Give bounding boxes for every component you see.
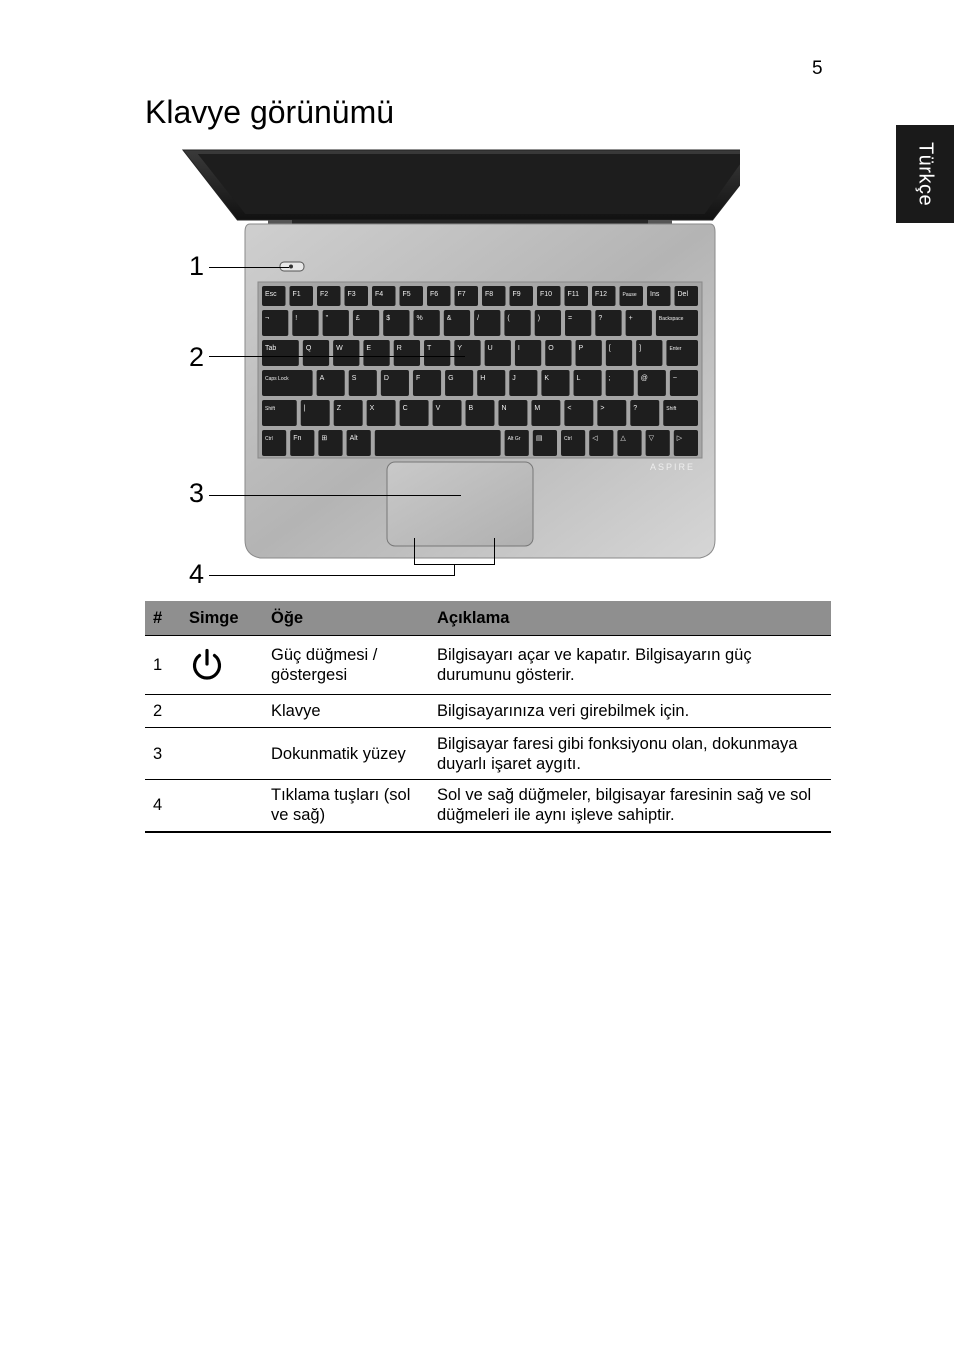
keyboard-key bbox=[292, 310, 318, 336]
keyboard-key-label: > bbox=[600, 405, 605, 412]
keyboard-key bbox=[535, 310, 561, 336]
keyboard-key-label: F2 bbox=[320, 291, 329, 298]
keyboard-key-label: ; bbox=[608, 375, 611, 382]
keyboard-key bbox=[433, 400, 462, 426]
row-description: Sol ve sağ düğmeler, bilgisayar faresinin sağ ve sol düğmeleri ile aynı işleve sahiptir. bbox=[429, 780, 831, 832]
keyboard-key-label: O bbox=[548, 345, 554, 352]
keyboard-key-label: Ins bbox=[650, 291, 660, 298]
keyboard-key bbox=[545, 340, 571, 366]
keyboard-key-label: H bbox=[480, 375, 486, 382]
keyboard-key bbox=[303, 340, 329, 366]
keyboard-key bbox=[262, 430, 286, 456]
row-description: Bilgisayarı açar ve kapatır. Bilgisayarın güç durumunu gösterir. bbox=[429, 636, 831, 695]
keyboard-key bbox=[383, 310, 409, 336]
keyboard-key bbox=[498, 400, 527, 426]
power-icon bbox=[189, 647, 225, 683]
keyboard-key-label: Alt bbox=[349, 435, 358, 442]
keyboard-key-label: F5 bbox=[402, 291, 411, 298]
row-number: 4 bbox=[145, 780, 181, 832]
keyboard-key-label: F8 bbox=[485, 291, 494, 298]
row-icon bbox=[181, 695, 263, 728]
keyboard-key-label: ! bbox=[295, 315, 298, 322]
keyboard-key bbox=[347, 430, 371, 456]
keyboard-key bbox=[597, 400, 626, 426]
keyboard-key-label: C bbox=[402, 405, 408, 412]
keyboard-key-label: P bbox=[578, 345, 584, 352]
keyboard-key-label: | bbox=[303, 405, 306, 412]
keyboard-key-label: B bbox=[468, 405, 474, 412]
keyboard-key-label: ¬ bbox=[265, 315, 270, 322]
row-item: Tıklama tuşları (sol ve sağ) bbox=[263, 780, 429, 832]
keyboard-key bbox=[656, 310, 698, 336]
callout-4: 4 bbox=[189, 559, 205, 589]
laptop-illustration bbox=[180, 140, 740, 590]
keyboard-key-label: Tab bbox=[265, 345, 277, 352]
keyboard-key-label: M bbox=[534, 405, 541, 412]
keyboard-key-label: ) bbox=[537, 315, 541, 322]
keyboard-key-label: Q bbox=[305, 345, 312, 352]
keyboard-key bbox=[589, 430, 613, 456]
keyboard-key bbox=[353, 310, 379, 336]
page-number: 5 bbox=[812, 58, 823, 79]
keyboard-key-label: D bbox=[383, 375, 389, 382]
keyboard-key bbox=[606, 340, 632, 366]
components-table bbox=[145, 601, 831, 833]
row-icon bbox=[181, 636, 263, 695]
keyboard-key-label: ? bbox=[633, 405, 638, 412]
keyboard-key-label: F9 bbox=[512, 291, 521, 298]
keyboard-key bbox=[363, 340, 389, 366]
keyboard-key bbox=[262, 370, 313, 396]
keyboard-key-label: < bbox=[567, 405, 572, 412]
keyboard-key bbox=[646, 430, 670, 456]
keyboard-key-label: % bbox=[416, 315, 423, 322]
keyboard-key bbox=[424, 340, 450, 366]
table-header-row bbox=[145, 601, 831, 636]
keyboard-key-label: ~ bbox=[672, 375, 677, 382]
keyboard-key-label: F12 bbox=[595, 291, 608, 298]
keyboard-key bbox=[636, 340, 662, 366]
keyboard-key bbox=[561, 430, 585, 456]
keyboard-key bbox=[375, 430, 501, 456]
keyboard-key-label: / bbox=[477, 315, 480, 322]
keyboard-key-label: △ bbox=[620, 435, 626, 442]
keyboard-key-label: Fn bbox=[293, 435, 302, 442]
keyboard-key-label: J bbox=[512, 375, 516, 382]
table-row bbox=[145, 695, 831, 728]
keyboard-key bbox=[531, 400, 560, 426]
row-description: Bilgisayarınıza veri girebilmek için. bbox=[429, 695, 831, 728]
keyboard-key bbox=[394, 340, 420, 366]
table-row bbox=[145, 728, 831, 780]
table-row bbox=[145, 780, 831, 832]
keyboard-key-label: + bbox=[628, 315, 633, 322]
keyboard-key-label: Caps Lock bbox=[265, 376, 289, 382]
keyboard-key-label: Pause bbox=[622, 292, 637, 298]
keyboard-key bbox=[400, 400, 429, 426]
keyboard-key-label: Ctrl bbox=[265, 436, 273, 442]
keyboard-key bbox=[381, 370, 409, 396]
keyboard-key bbox=[334, 400, 363, 426]
keyboard-key bbox=[477, 370, 505, 396]
keyboard-key-label: Esc bbox=[265, 291, 277, 298]
callout-1: 1 bbox=[189, 251, 205, 281]
row-icon bbox=[181, 780, 263, 832]
row-item: Klavye bbox=[263, 695, 429, 728]
keyboard-key-label: S bbox=[351, 375, 357, 382]
header-number: # bbox=[145, 601, 181, 636]
keyboard-key bbox=[414, 310, 440, 336]
callout-2: 2 bbox=[189, 342, 205, 372]
keyboard-key-label: " bbox=[325, 315, 329, 322]
keyboard-key bbox=[323, 310, 349, 336]
row-number: 1 bbox=[145, 636, 181, 695]
keyboard-key-label: Shift bbox=[666, 406, 677, 412]
keyboard-key-label: Alt Gr bbox=[507, 436, 521, 442]
keyboard-key bbox=[606, 370, 634, 396]
header-item: Öğe bbox=[263, 601, 429, 636]
row-number: 3 bbox=[145, 728, 181, 780]
keyboard-key-label: N bbox=[501, 405, 507, 412]
keyboard-key-label: ▽ bbox=[648, 435, 654, 442]
keyboard-key-label: L bbox=[576, 375, 581, 382]
table-row bbox=[145, 636, 831, 695]
keyboard-key bbox=[533, 430, 557, 456]
keyboard-key bbox=[290, 430, 314, 456]
laptop-figure bbox=[180, 140, 740, 590]
keyboard-key bbox=[666, 340, 698, 366]
keyboard-key-label: T bbox=[427, 345, 432, 352]
keyboard-key bbox=[670, 370, 698, 396]
keyboard-key bbox=[466, 400, 495, 426]
brand-logo: ASPIRE bbox=[650, 462, 696, 472]
keyboard-key bbox=[565, 310, 591, 336]
keyboard-key bbox=[485, 340, 511, 366]
keyboard-key bbox=[445, 370, 473, 396]
keyboard-key-label: U bbox=[487, 345, 493, 352]
keyboard-key-label: X bbox=[369, 405, 375, 412]
keyboard-key bbox=[617, 430, 641, 456]
keyboard-key bbox=[626, 310, 652, 336]
keyboard-key-label: ? bbox=[598, 315, 603, 322]
keyboard-key bbox=[301, 400, 330, 426]
keyboard-key-label: ( bbox=[507, 315, 510, 322]
keyboard-key bbox=[349, 370, 377, 396]
keyboard-key bbox=[638, 370, 666, 396]
keyboard-key bbox=[504, 310, 530, 336]
keyboard-key-label: F10 bbox=[540, 291, 553, 298]
keyboard-key bbox=[367, 400, 396, 426]
row-item: Güç düğmesi / göstergesi bbox=[263, 636, 429, 695]
language-tab-label: Türkçe bbox=[914, 141, 937, 207]
keyboard-key bbox=[630, 400, 659, 426]
keyboard-key-label: Ctrl bbox=[564, 436, 572, 442]
keyboard-key-label: Shift bbox=[265, 406, 276, 412]
keyboard-key bbox=[262, 310, 288, 336]
keyboard-key-label: $ bbox=[386, 315, 391, 322]
keyboard-key-label: F11 bbox=[567, 291, 580, 298]
keyboard-key bbox=[576, 340, 602, 366]
keyboard-key-label: F1 bbox=[292, 291, 301, 298]
keyboard-key-label: W bbox=[336, 345, 343, 352]
keyboard-key-label: ▷ bbox=[676, 435, 683, 442]
keyboard-key bbox=[674, 430, 698, 456]
row-number: 2 bbox=[145, 695, 181, 728]
keyboard-key-label: ▤ bbox=[535, 435, 543, 442]
keyboard-key-label: E bbox=[366, 345, 372, 352]
row-item: Dokunmatik yüzey bbox=[263, 728, 429, 780]
keyboard-key bbox=[509, 370, 537, 396]
keyboard-key-label: I bbox=[517, 345, 520, 352]
keyboard-key bbox=[564, 400, 593, 426]
keyboard-key bbox=[318, 430, 342, 456]
row-icon bbox=[181, 728, 263, 780]
keyboard-key-label: G bbox=[448, 375, 454, 382]
keyboard-key bbox=[595, 310, 621, 336]
keyboard-key bbox=[317, 370, 345, 396]
keyboard-key bbox=[541, 370, 569, 396]
keyboard-key bbox=[413, 370, 441, 396]
keyboard-key-label: = bbox=[568, 315, 573, 322]
keyboard-key-label: F4 bbox=[375, 291, 384, 298]
keyboard-key-label: & bbox=[446, 315, 452, 322]
keyboard-key bbox=[262, 400, 297, 426]
keyboard-key-label: Z bbox=[336, 405, 341, 412]
keyboard-key bbox=[574, 370, 602, 396]
keyboard-key-label: ◁ bbox=[592, 435, 598, 442]
keyboard-key-label: F3 bbox=[347, 291, 356, 298]
keyboard-key-label: Y bbox=[457, 345, 463, 352]
keyboard-key-label: Del bbox=[677, 291, 689, 298]
keyboard-key-label: F bbox=[415, 375, 421, 382]
keyboard-key-label: £ bbox=[355, 315, 360, 322]
language-tab bbox=[896, 125, 954, 223]
keyboard-key bbox=[333, 340, 359, 366]
header-description: Açıklama bbox=[429, 601, 831, 636]
keyboard-key bbox=[454, 340, 480, 366]
callout-3: 3 bbox=[189, 478, 205, 508]
keyboard-key-label: [ bbox=[608, 345, 611, 352]
header-icon: Simge bbox=[181, 601, 263, 636]
keyboard-key-label: V bbox=[435, 405, 441, 412]
row-description: Bilgisayar faresi gibi fonksiyonu olan, dokunmaya duyarlı işaret aygıtı. bbox=[429, 728, 831, 780]
touchpad bbox=[387, 462, 533, 546]
keyboard-key-label: Enter bbox=[669, 346, 682, 352]
keyboard-key-label: R bbox=[396, 345, 402, 352]
keyboard-key-label: F6 bbox=[430, 291, 439, 298]
keyboard-key bbox=[474, 310, 500, 336]
keyboard-key-label: K bbox=[544, 375, 550, 382]
page-title: Klavye görünümü bbox=[145, 94, 395, 130]
keyboard-key-label: Backspace bbox=[658, 316, 684, 322]
keyboard-key-label: A bbox=[319, 375, 325, 382]
keyboard-key-label: ⊞ bbox=[321, 435, 328, 442]
keyboard-key-label: F7 bbox=[457, 291, 466, 298]
keyboard-key bbox=[505, 430, 529, 456]
keyboard-key bbox=[444, 310, 470, 336]
keyboard-key-label: ] bbox=[639, 345, 642, 352]
keyboard-key bbox=[515, 340, 541, 366]
keyboard-key bbox=[663, 400, 698, 426]
keyboard-key-label: @ bbox=[640, 375, 648, 382]
keyboard-key bbox=[262, 340, 299, 366]
